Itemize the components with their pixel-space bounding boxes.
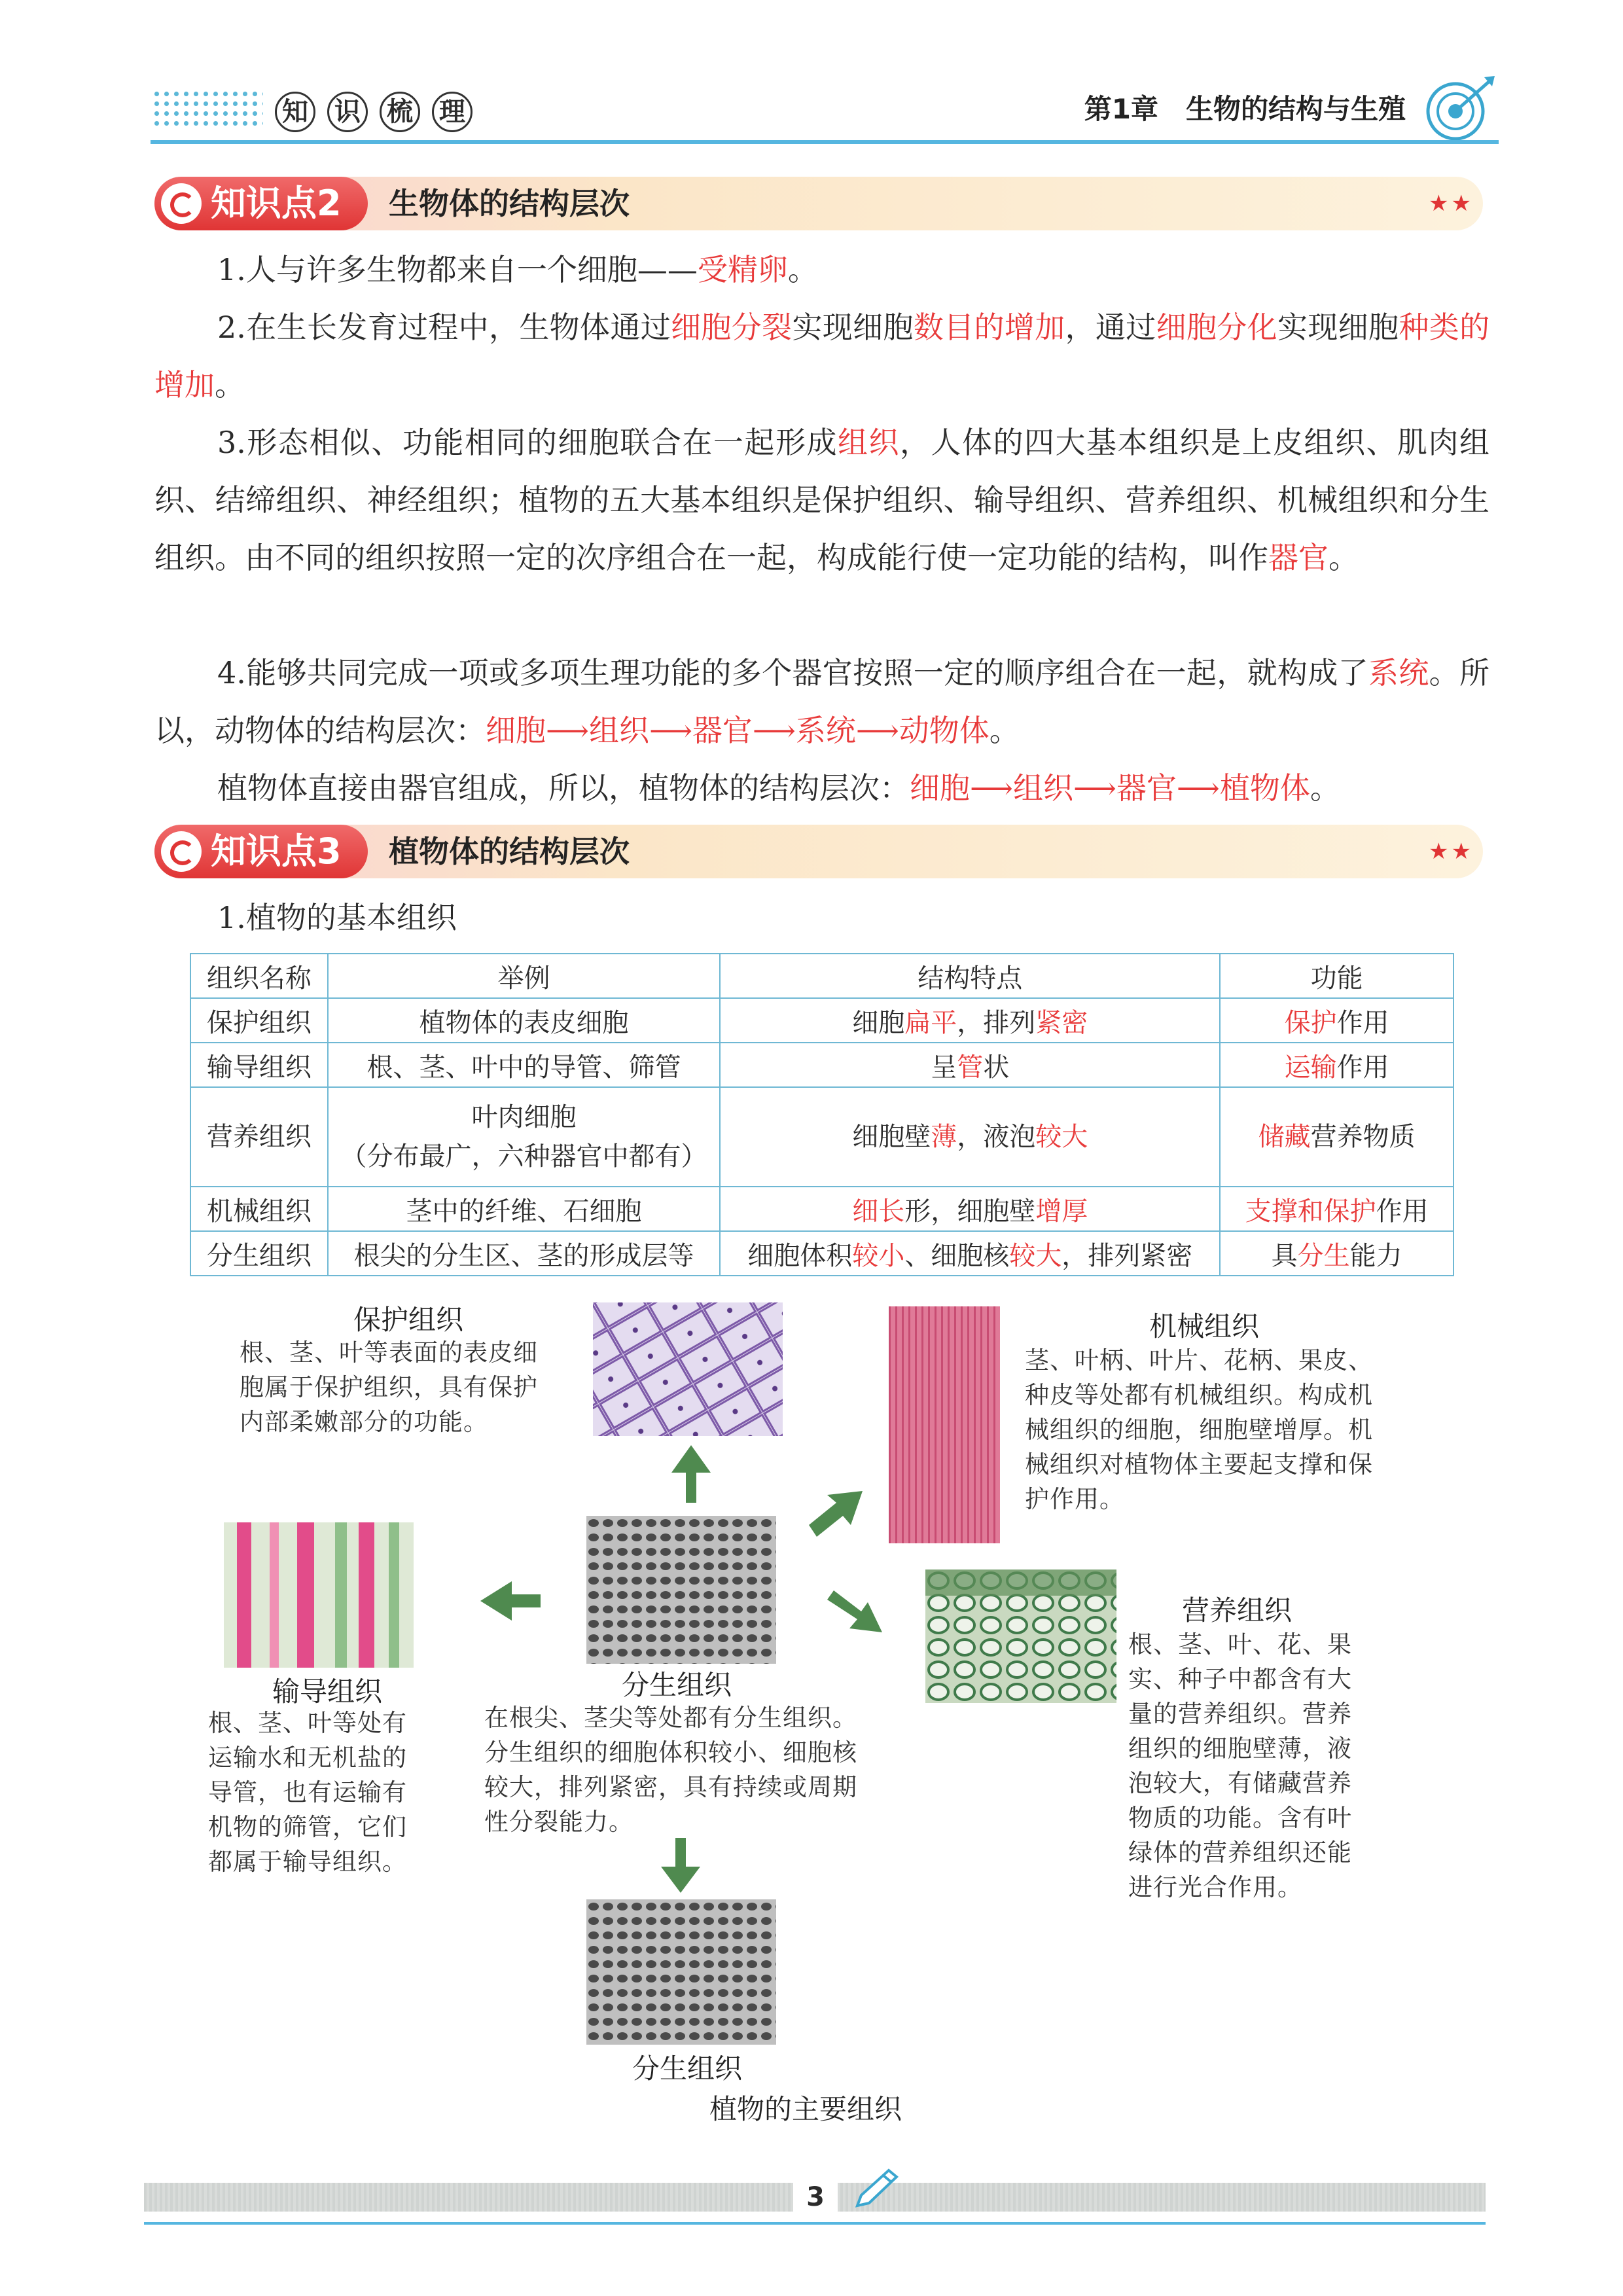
desc-line: 根、茎、叶等表面的表皮细 (240, 1338, 538, 1367)
body-text: 营养物质 (1310, 1122, 1416, 1152)
highlight-text: 扁平 (904, 1007, 957, 1038)
desc-line: 械组织对植物体主要起支撑和保 (1025, 1450, 1373, 1479)
body-text: 。 (787, 252, 818, 287)
body-text: ，人体的四大基本组织是上皮组织、肌肉组织、结缔组织、神经组织；植物的五大基本组织是保护组织、输导组织、营养组织、机械组织和分生组织。由不同的组织按照一定的次序组合在一起，构成能行使一定功能的结构，叫作 (154, 425, 1490, 575)
table-header: 举例 (328, 954, 720, 998)
section3-stars: ★★ (1429, 838, 1474, 865)
desc-line: 根、茎、叶等处有 (208, 1709, 407, 1737)
arrow-left-icon (480, 1581, 541, 1621)
desc-line: 分生组织的细胞体积较小、细胞核 (484, 1738, 857, 1767)
highlight-text: 受精卵 (697, 252, 788, 287)
body-text: 形，细胞壁 (904, 1196, 1036, 1227)
arrow-down-icon (661, 1838, 700, 1893)
body-text: 作用 (1336, 1007, 1389, 1038)
body-text: 实现细胞 (792, 310, 914, 345)
body-text: 3.形态相似、功能相同的细胞联合在一起形成 (217, 425, 838, 460)
highlight-text: 细胞分裂 (671, 310, 793, 345)
highlight-text: 支撑和保护 (1245, 1196, 1376, 1227)
highlight-text: 器官 (1268, 540, 1329, 575)
footer-rule (144, 2222, 1486, 2225)
section3-subhead: 1.植物的基本组织 (217, 900, 457, 935)
section2-title: 生物体的结构层次 (389, 186, 630, 221)
desc-line: 绿体的营养组织还能 (1128, 1839, 1352, 1867)
desc-line: 内部柔嫩部分的功能。 (240, 1408, 488, 1436)
desc-line: 泡较大，有储藏营养 (1128, 1769, 1352, 1797)
example-cell: 植物体的表皮细胞 (328, 998, 720, 1043)
example-cell: 根尖的分生区、茎的形成层等 (328, 1231, 720, 1276)
page-number: 3 (793, 2178, 838, 2216)
desc-line: 械组织的细胞，细胞壁增厚。机 (1025, 1416, 1373, 1444)
body-text: 。所以，动物体的结构层次： (154, 655, 1490, 748)
tissue-name-cell: 输导组织 (190, 1043, 328, 1087)
highlight-text: 保护 (1284, 1007, 1337, 1038)
highlight-text: 组织 (837, 425, 900, 460)
desc-line: 胞属于保护组织，具有保护 (240, 1373, 538, 1401)
body-text: 呈 (931, 1052, 957, 1083)
desc-line: 组织的细胞壁薄，液 (1128, 1734, 1352, 1763)
example-cell: 根、茎、叶中的导管、筛管 (328, 1043, 720, 1087)
body-text: 。 (1310, 770, 1340, 806)
desc-line: 实、种子中都含有大 (1128, 1665, 1352, 1693)
body-text: 细胞壁 (852, 1122, 931, 1152)
example-line: （分布最广，六种器官中都有） (340, 1141, 707, 1172)
table-header: 功能 (1220, 954, 1454, 998)
desc-line: 运输水和无机盐的 (208, 1744, 407, 1772)
section3-badge: 知识点3 (154, 825, 368, 878)
highlight-text: 数目的增加 (913, 310, 1065, 345)
desc-line: 机物的筛管，它们 (208, 1813, 407, 1841)
highlight-text: 细胞⟶组织⟶器官⟶植物体 (910, 770, 1310, 806)
body-text: 4.能够共同完成一项或多项生理功能的多个器官按照一定的顺序组合在一起，就构成了 (217, 655, 1368, 691)
desc-line: 较大，排列紧密，具有持续或周期 (484, 1773, 857, 1801)
body-text: ，通过 (1065, 310, 1156, 345)
mechanical-tissue-label: 机械组织 (1149, 1310, 1260, 1342)
desc-line: 都属于输导组织。 (208, 1848, 407, 1876)
highlight-text: 种类的增加 (154, 310, 1490, 403)
tissue-name-cell: 营养组织 (190, 1087, 328, 1187)
body-text: 作用 (1336, 1052, 1389, 1083)
section3-title: 植物体的结构层次 (389, 834, 630, 869)
header-char-2: 识 (327, 92, 368, 132)
protect-tissue-label: 保护组织 (353, 1304, 464, 1336)
header-char-1: 知 (275, 92, 315, 132)
body-text: 。 (1329, 540, 1359, 575)
highlight-text: 储藏 (1258, 1122, 1311, 1152)
section2-badge: 知识点2 (154, 177, 368, 230)
example-line: 叶肉细胞 (471, 1102, 577, 1132)
body-text: 、细胞核 (904, 1240, 1010, 1271)
tissue-name-cell: 分生组织 (190, 1231, 328, 1276)
arrow-down-right-icon (827, 1590, 882, 1632)
highlight-text: 管 (957, 1052, 984, 1083)
highlight-text: 分生 (1297, 1240, 1350, 1271)
highlight-text: 紧密 (1035, 1007, 1088, 1038)
body-text: 具 (1271, 1240, 1298, 1271)
desc-line: 护作用。 (1025, 1485, 1124, 1513)
example-cell: 茎中的纤维、石细胞 (328, 1187, 720, 1231)
desc-line: 导管，也有运输有 (208, 1778, 407, 1806)
body-text: 状 (983, 1052, 1010, 1083)
tissue-name-cell: 机械组织 (190, 1187, 328, 1231)
body-text: ，排列 (957, 1007, 1036, 1038)
desc-line: 根、茎、叶、花、果 (1128, 1630, 1352, 1659)
body-text: 作用 (1376, 1196, 1429, 1227)
pen-icon (851, 2166, 903, 2212)
highlight-text: 较小 (852, 1240, 905, 1271)
body-text: 1.人与许多生物都来自一个细胞—— (217, 252, 698, 287)
chapter-title: 第1章 生物的结构与生殖 (1084, 93, 1406, 125)
body-text: 。 (215, 367, 245, 403)
nutrient-tissue-label: 营养组织 (1182, 1594, 1293, 1626)
meristem-tissue-label-2: 分生组织 (632, 2053, 743, 2085)
tissue-name-cell: 保护组织 (190, 998, 328, 1043)
meristem-tissue-label: 分生组织 (622, 1669, 732, 1701)
highlight-text: 薄 (931, 1122, 957, 1152)
desc-line: 在根尖、茎尖等处都有分生组织。 (484, 1704, 857, 1732)
body-text: 2.在生长发育过程中，生物体通过 (217, 310, 671, 345)
highlight-text: 较大 (1009, 1240, 1062, 1271)
desc-line: 物质的功能。含有叶 (1128, 1804, 1352, 1832)
highlight-text: 细长 (852, 1196, 905, 1227)
highlight-text: 增厚 (1035, 1196, 1088, 1227)
body-text: 实现细胞 (1277, 310, 1399, 345)
body-text: 。 (989, 713, 1020, 748)
figure-caption: 植物的主要组织 (709, 2093, 902, 2125)
body-text: ，排列紧密 (1061, 1240, 1193, 1271)
table-header: 组织名称 (190, 954, 328, 998)
body-text: ，液泡 (957, 1122, 1036, 1152)
body-text: 细胞 (852, 1007, 905, 1038)
desc-line: 种皮等处都有机械组织。构成机 (1025, 1381, 1373, 1409)
body-text: 植物体直接由器官组成，所以，植物体的结构层次： (217, 770, 910, 806)
highlight-text: 细胞分化 (1156, 310, 1278, 345)
table-header: 结构特点 (720, 954, 1220, 998)
desc-line: 进行光合作用。 (1128, 1873, 1302, 1901)
highlight-text: 细胞⟶组织⟶器官⟶系统⟶动物体 (486, 713, 990, 748)
header-char-3: 梳 (380, 92, 420, 132)
desc-line: 性分裂能力。 (484, 1808, 633, 1836)
conducting-tissue-label: 输导组织 (272, 1676, 383, 1708)
desc-line: 量的营养组织。营养 (1128, 1700, 1352, 1728)
desc-line: 茎、叶柄、叶片、花柄、果皮、 (1025, 1346, 1373, 1374)
arrow-up-icon (671, 1445, 711, 1503)
section2-stars: ★★ (1429, 190, 1474, 217)
body-text: 细胞体积 (747, 1240, 853, 1271)
arrow-up-right-icon (809, 1491, 863, 1537)
body-text: 能力 (1349, 1240, 1402, 1271)
header-char-4: 理 (432, 92, 473, 132)
highlight-text: 运输 (1284, 1052, 1337, 1083)
highlight-text: 系统 (1368, 655, 1429, 691)
highlight-text: 较大 (1035, 1122, 1088, 1152)
